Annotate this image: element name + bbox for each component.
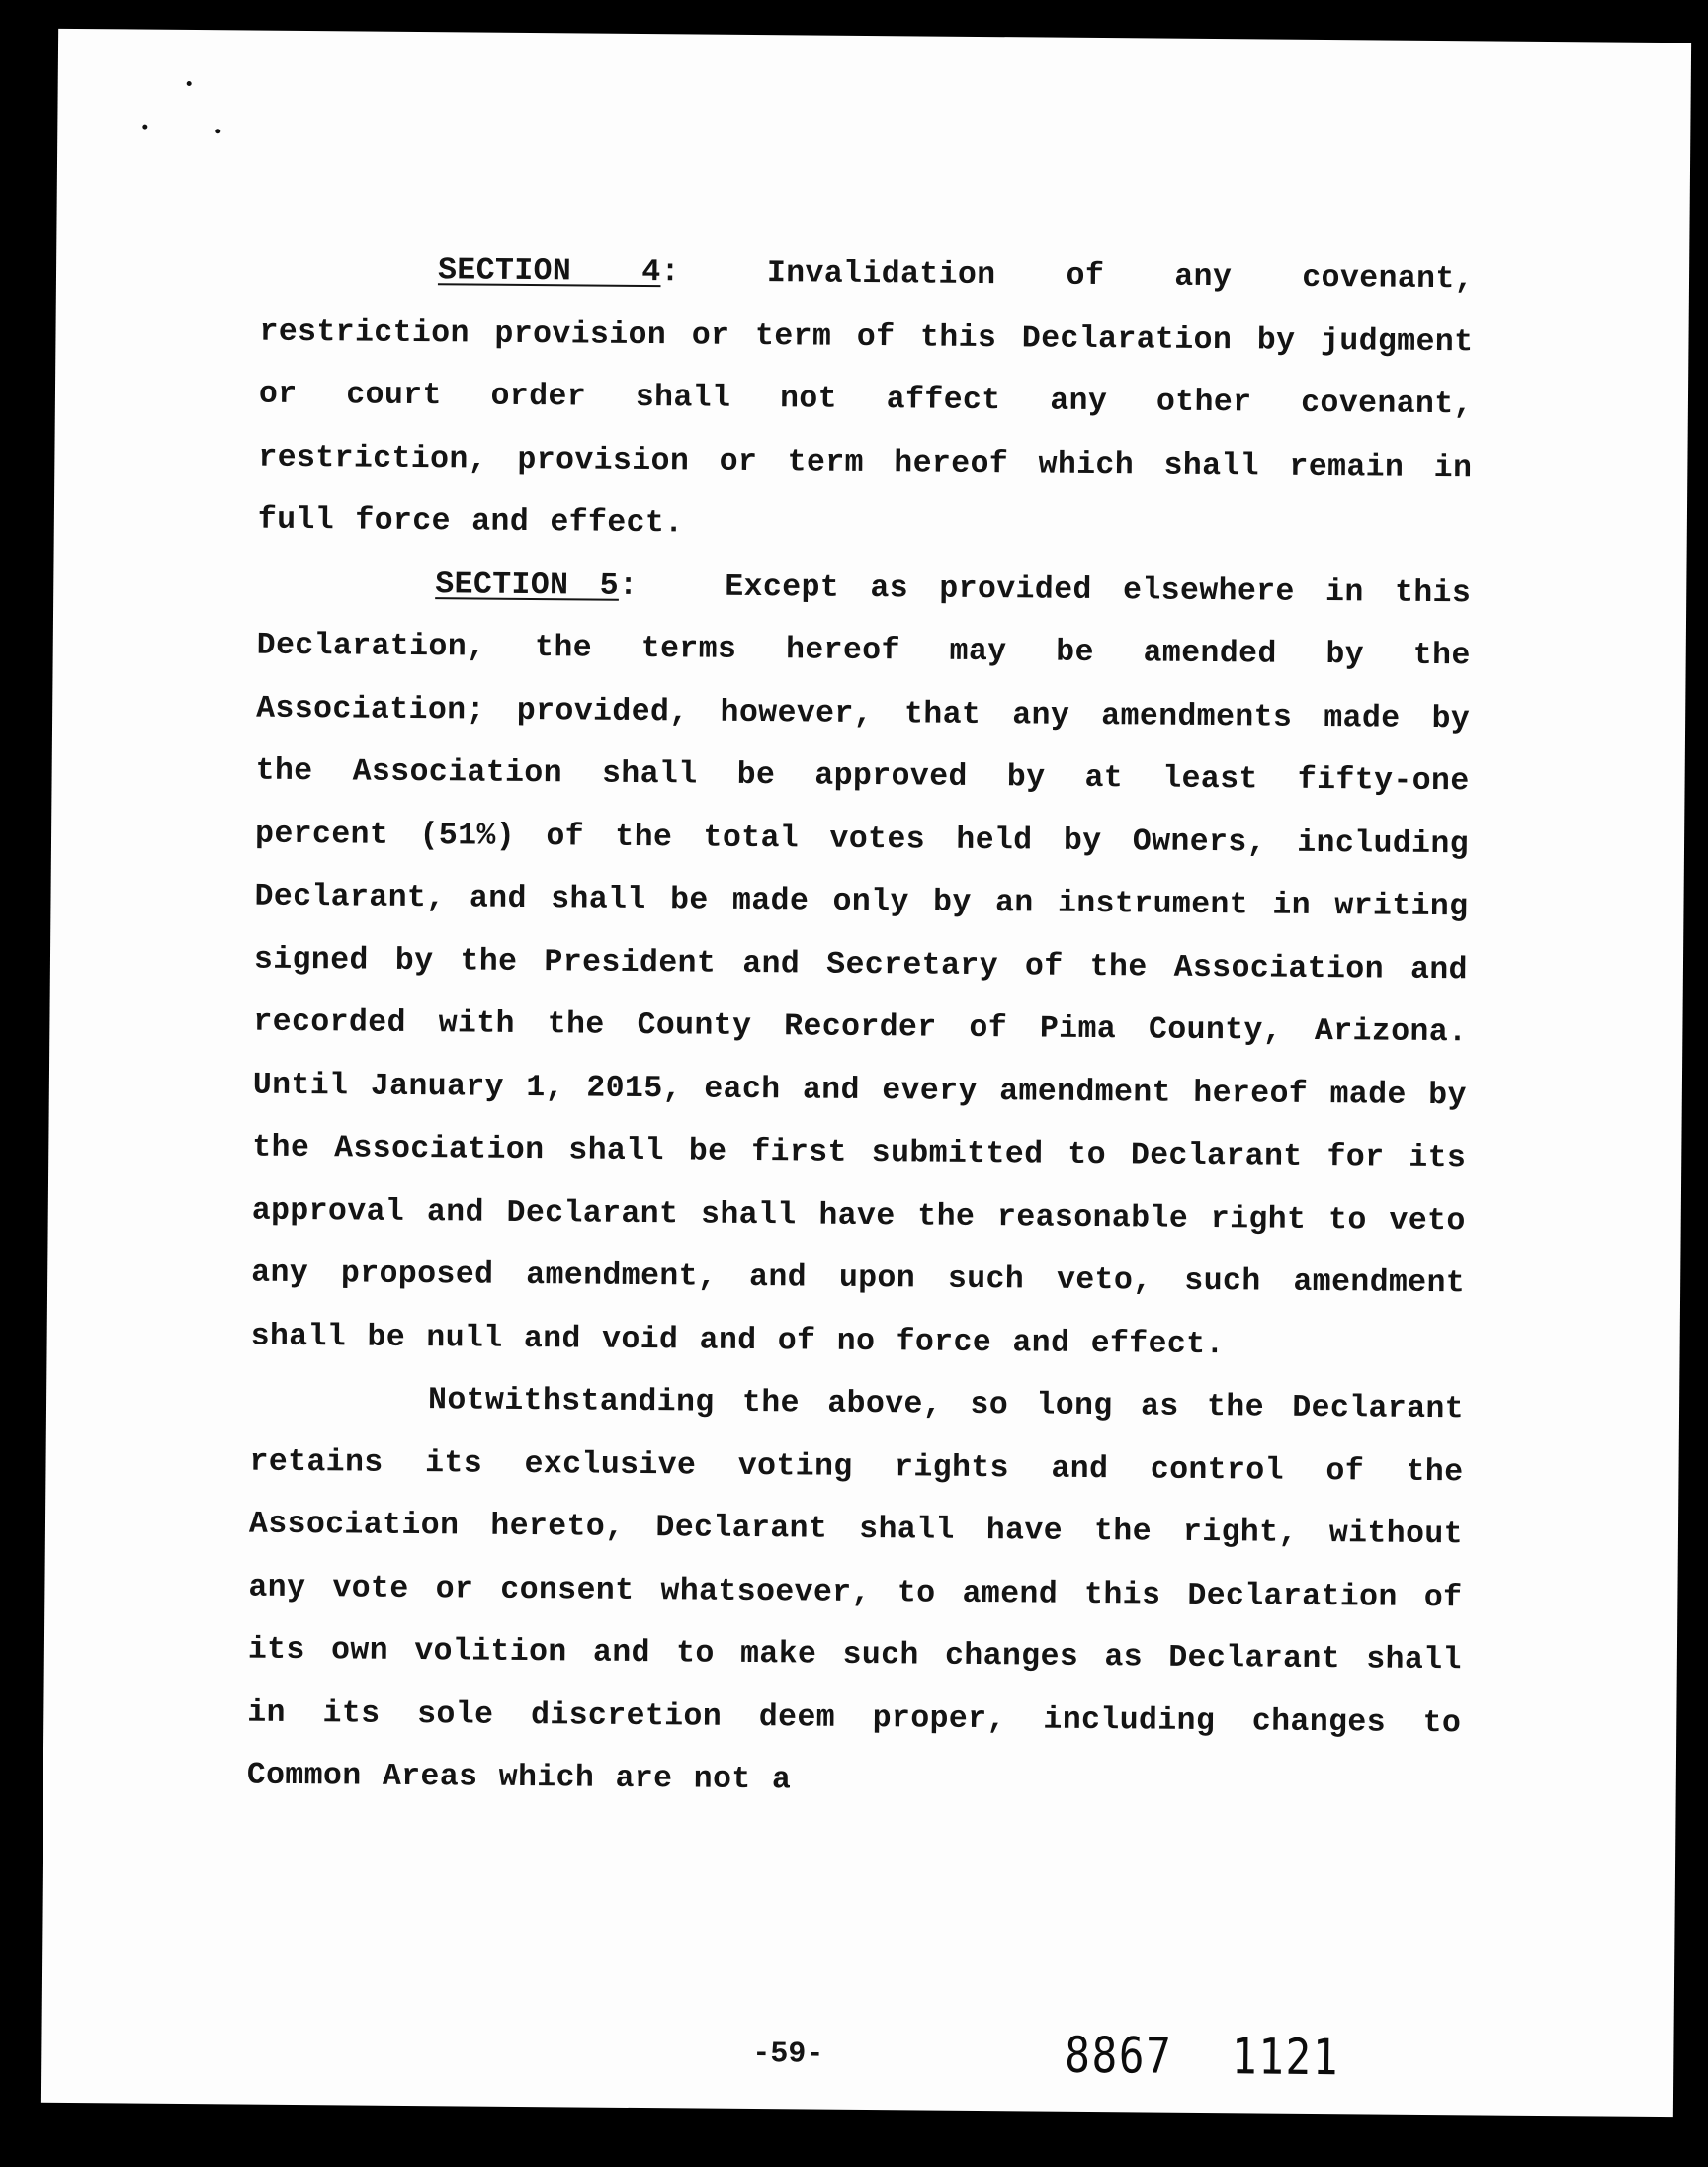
scan-speck xyxy=(187,81,192,86)
section-5-text: Except as provided elsewhere in this Declaration, the terms hereof may be amended by the Association; provided, however, that any amendments made by the Association shall be approved by at least fifty-one percent (51%) of the total votes held by Owners, including Declarant, and shall be made only by an instrument in writing signed by the President and Secretary of the Association and recorded with the County Recorder of Pima County, Arizona. Until January 1, 2015, each and every amendment hereof made by the Association shall be first submitted to Declarant for its approval and Declarant shall have the reasonable right to veto any proposed amendment, and upon such veto, such amendment shall be null and void and of no force and effect. xyxy=(250,569,1472,1362)
recording-stamp xyxy=(1065,2027,1339,2086)
section-4-colon: : xyxy=(660,255,681,291)
page-number: -59- xyxy=(752,2037,824,2072)
document-body xyxy=(246,238,1474,1818)
notwithstanding-text: Notwithstanding the above, so long as the Declarant retains its exclusive voting rights and control of the Association hereto, Declarant shall have the right, without any vote or consent whatsoever, to amend this Declaration of its own volition and to make such changes as Declarant shall in its sole discretion deem proper, including changes to Common Areas which are not a xyxy=(246,1383,1465,1798)
scan-speck xyxy=(142,125,147,130)
notwithstanding-paragraph xyxy=(246,1368,1464,1818)
stamp-page-number: 1121 xyxy=(1231,2028,1340,2087)
stamp-book-number: 8867 xyxy=(1065,2026,1173,2085)
section-4-heading: SECTION 4 xyxy=(437,253,661,291)
section-5-heading: SECTION 5 xyxy=(435,566,620,604)
section-4-paragraph xyxy=(258,238,1475,563)
document-page xyxy=(41,29,1691,2117)
section-4-text: Invalidation of any covenant, restriction provision or term of this Declaration by judgment or court order shall not affect any other covenant, restriction, provision or term hereof which shall remain in full force and effect. xyxy=(257,256,1475,542)
section-5-colon: : xyxy=(618,568,639,604)
section-5-paragraph xyxy=(250,552,1471,1378)
scan-speck xyxy=(215,129,220,133)
